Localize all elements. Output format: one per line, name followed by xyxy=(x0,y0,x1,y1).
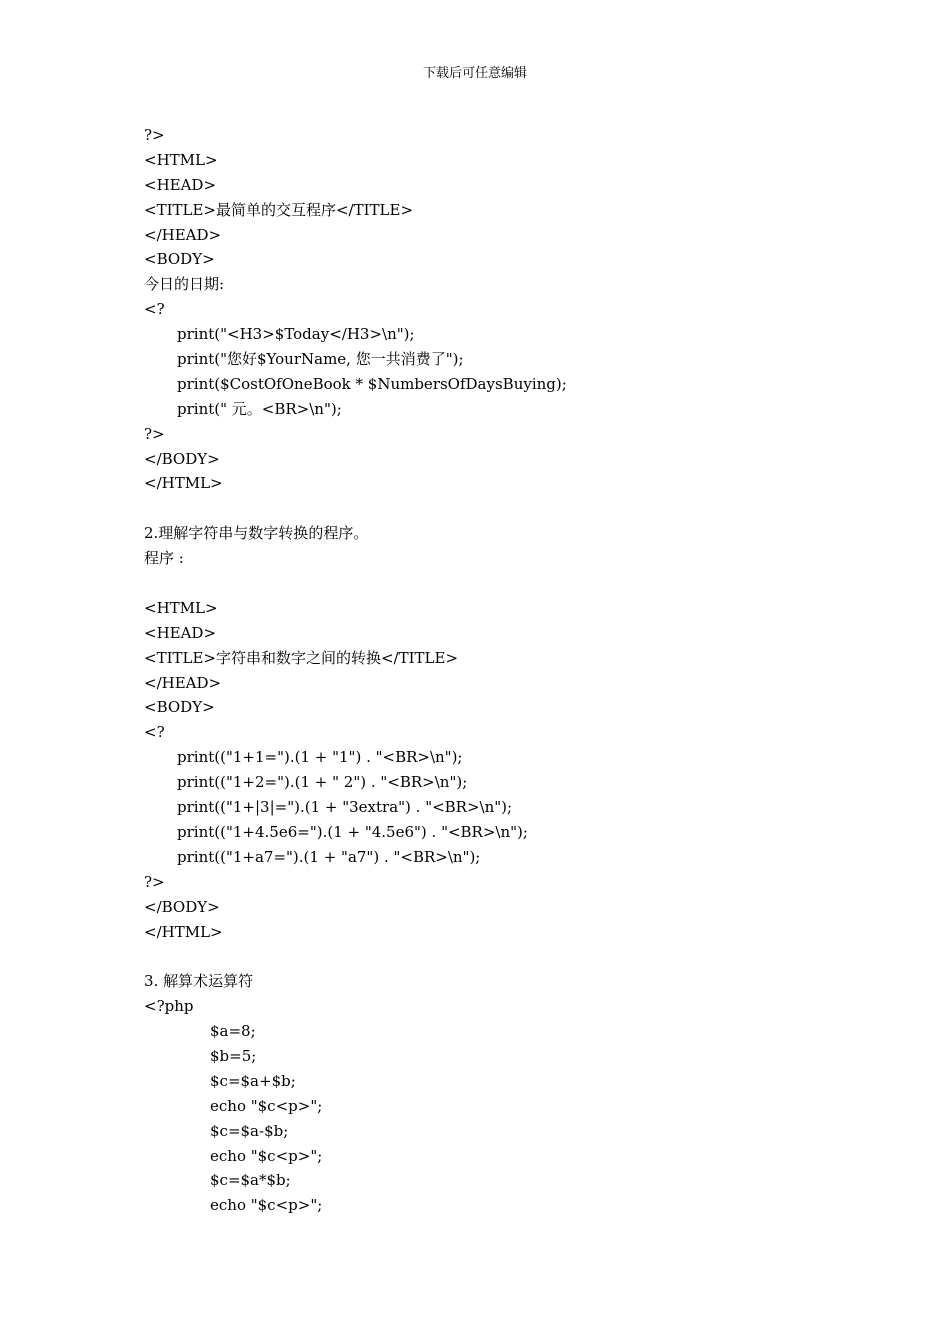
text-line: $c=$a+$b; xyxy=(210,1071,296,1090)
text-line: echo "$c<p>"; xyxy=(210,1196,323,1215)
text-line: <TITLE>字符串和数字之间的转换</TITLE> xyxy=(144,648,459,667)
blank-line xyxy=(144,571,844,596)
text-line: <HEAD> xyxy=(144,623,217,642)
text-line: <BODY> xyxy=(144,250,215,269)
text-line: ?> xyxy=(144,126,165,144)
text-line: <HTML> xyxy=(144,150,218,169)
text-line: </BODY> xyxy=(144,897,220,916)
text-line: </HEAD> xyxy=(144,225,222,244)
text-line: $b=5; xyxy=(210,1046,257,1065)
text-line: ?> xyxy=(144,872,165,891)
text-line: $c=$a*$b; xyxy=(210,1171,291,1190)
text-line: <? xyxy=(144,723,165,742)
text-line: </HTML> xyxy=(144,922,223,941)
text-line: </HTML> xyxy=(144,474,223,493)
text-line: $c=$a-$b; xyxy=(210,1121,289,1140)
text-line: <TITLE>最简单的交互程序</TITLE> xyxy=(144,200,414,219)
text-line: print(("1+a7=").(1 + "a7") . "<BR>\n"); xyxy=(177,847,481,866)
text-line: <BODY> xyxy=(144,698,215,717)
page-header: 下载后可任意编辑 xyxy=(422,66,527,81)
text-line: print(("1+4.5e6=").(1 + "4.5e6") . "<BR>\n"); xyxy=(177,822,528,841)
document-body xyxy=(144,123,844,1218)
text-line: echo "$c<p>"; xyxy=(210,1096,323,1115)
text-line: print("<H3>$Today</H3>\n"); xyxy=(177,325,415,344)
text-line: print("您好$YourName, 您一共消费了"); xyxy=(177,350,464,369)
text-line: print(("1+|3|=").(1 + "3extra") . "<BR>\n"); xyxy=(177,798,513,817)
text-line: $a=8; xyxy=(210,1022,256,1041)
text-line: <?php xyxy=(144,997,194,1016)
text-line: <HEAD> xyxy=(144,175,217,194)
text-line: print(("1+2=").(1 + " 2") . "<BR>\n"); xyxy=(177,773,468,792)
text-line: <? xyxy=(144,300,165,319)
text-line: 3. 解算术运算符 xyxy=(144,972,254,991)
text-line: 程序 : xyxy=(144,549,184,568)
text-line: print(" 元。<BR>\n"); xyxy=(177,399,342,418)
text-line: ?> xyxy=(144,424,165,443)
text-line: 2.理解字符串与数字转换的程序。 xyxy=(144,524,369,543)
blank-line xyxy=(144,496,844,521)
text-line: </BODY> xyxy=(144,449,220,468)
text-line: 今日的日期: xyxy=(144,275,225,294)
text-line: <HTML> xyxy=(144,598,218,617)
text-line: </HEAD> xyxy=(144,673,222,692)
blank-line xyxy=(144,944,844,969)
text-line: print($CostOfOneBook * $NumbersOfDaysBuying); xyxy=(177,374,567,393)
text-line: echo "$c<p>"; xyxy=(210,1146,323,1165)
text-line: print(("1+1=").(1 + "1") . "<BR>\n"); xyxy=(177,748,463,767)
